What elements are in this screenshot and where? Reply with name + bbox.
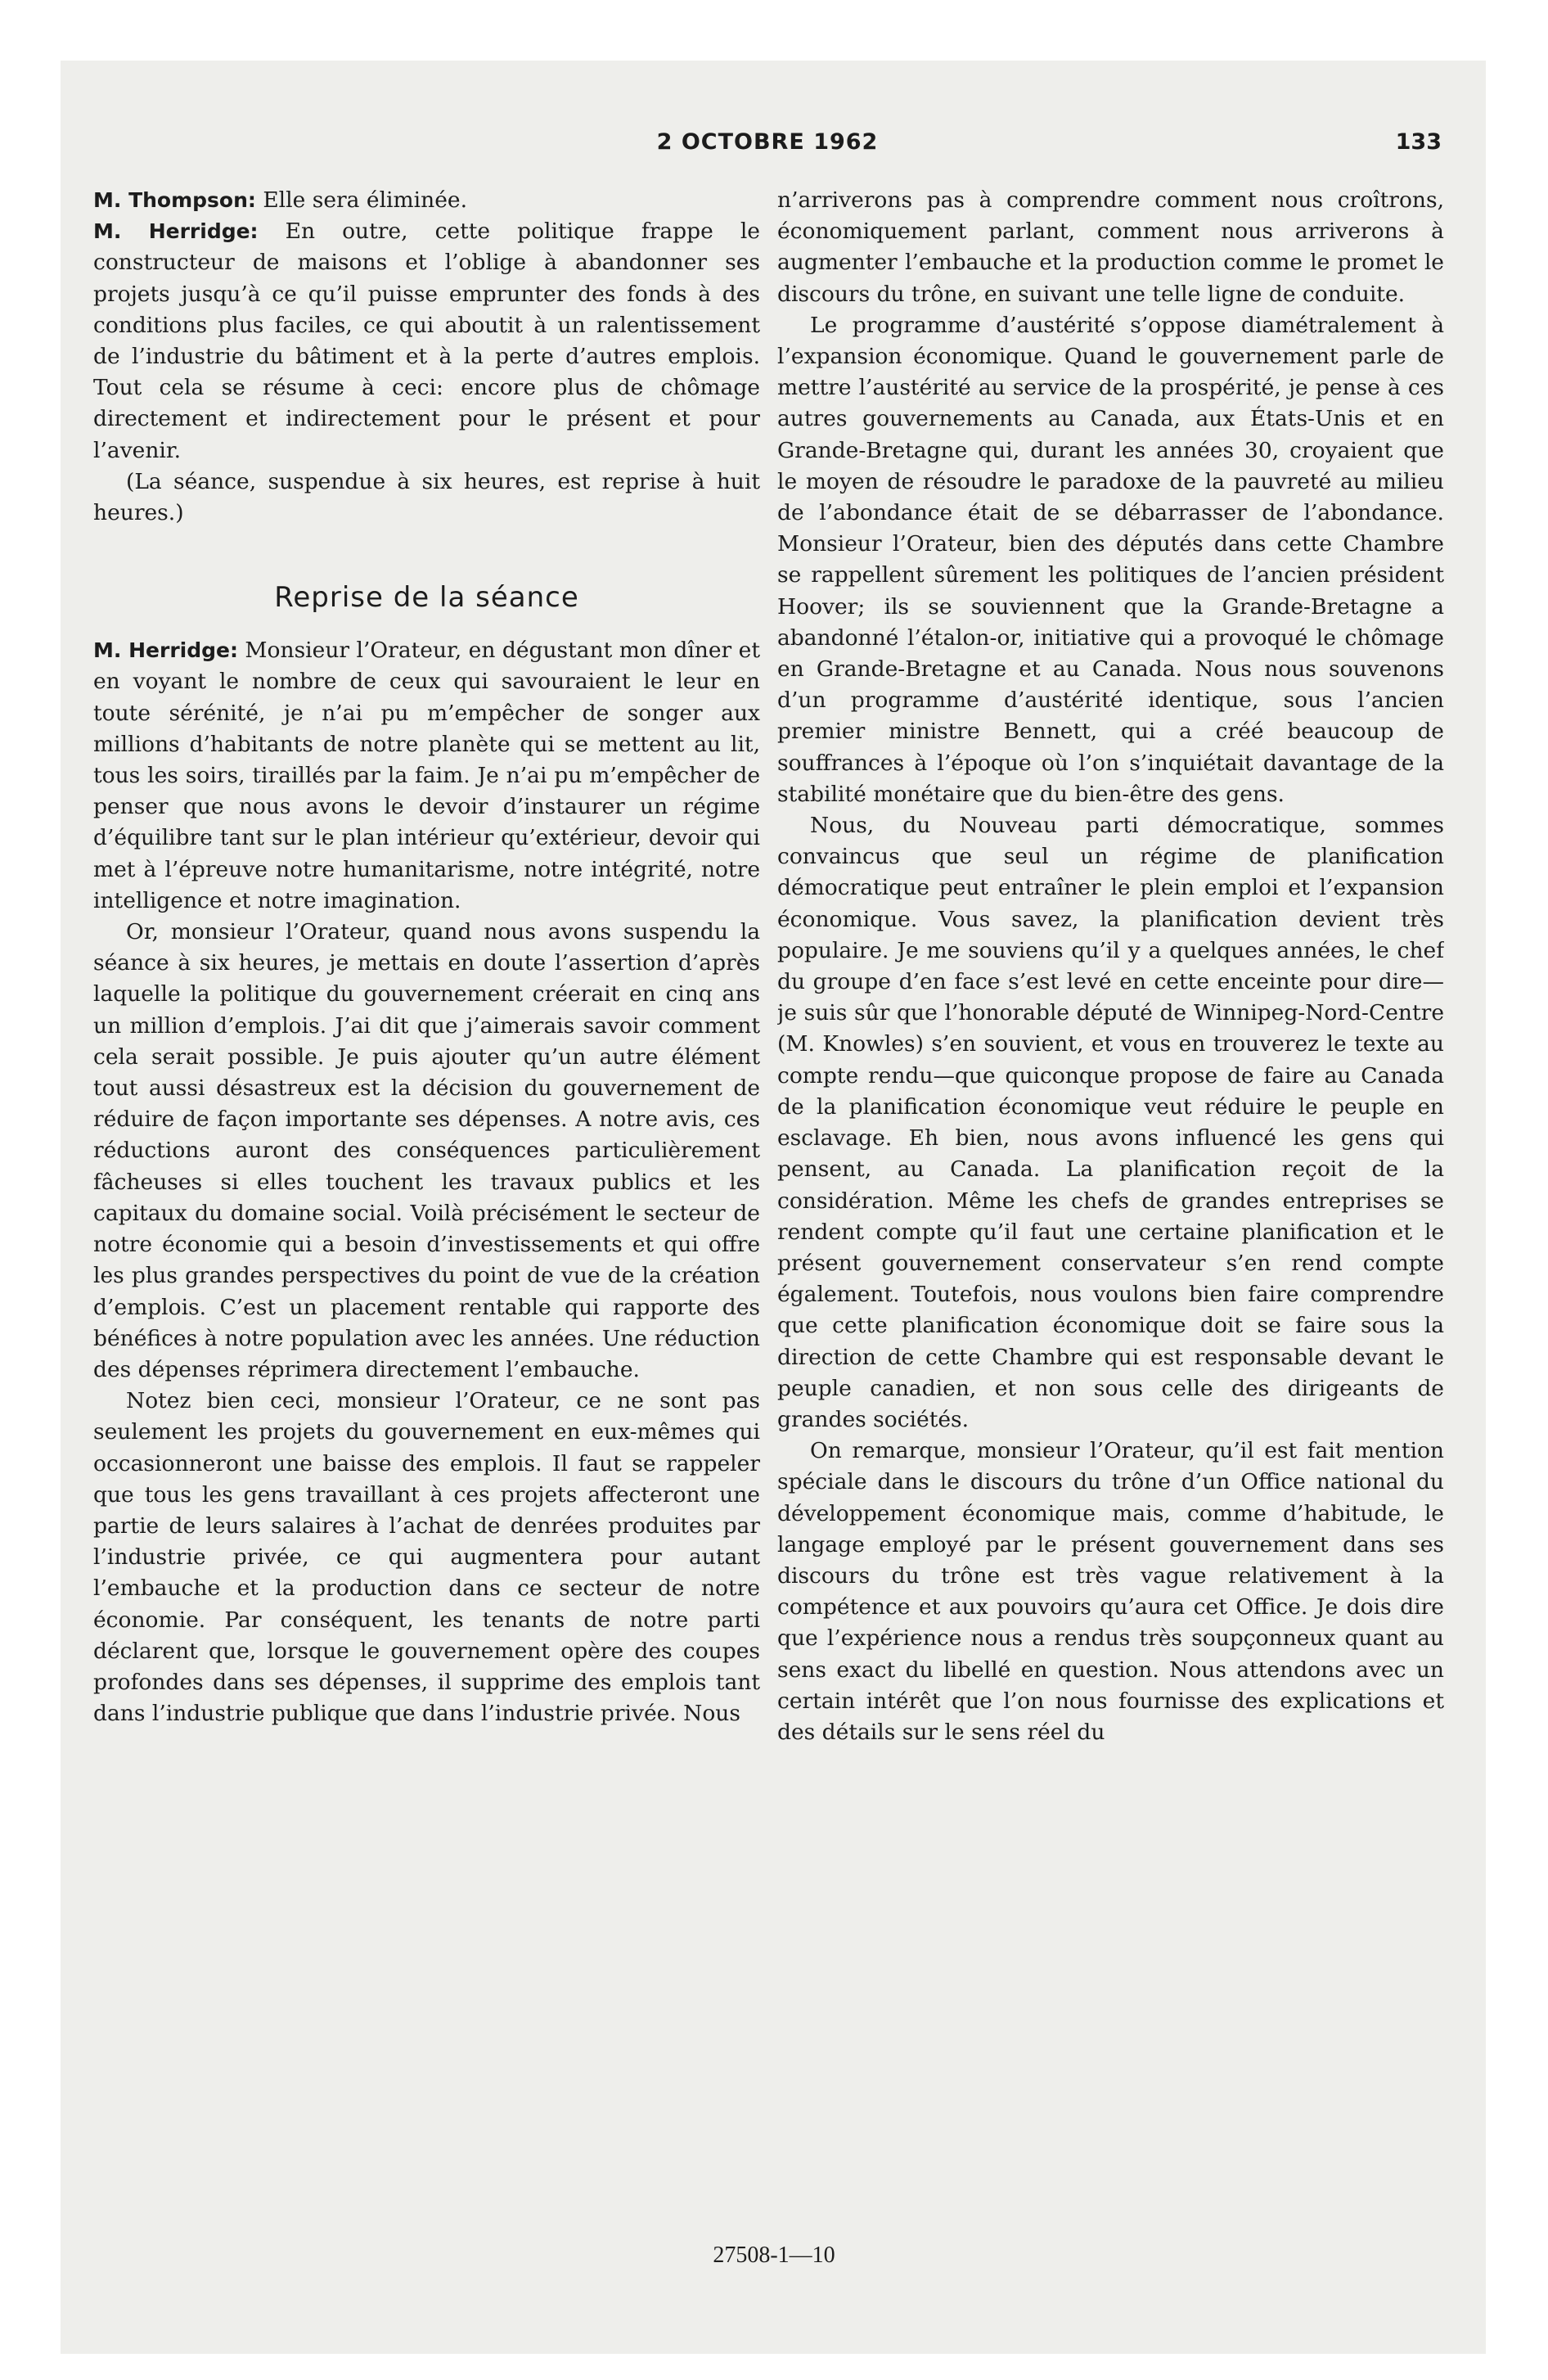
paragraph bbox=[93, 216, 760, 467]
paragraph: n’arriverons pas à comprendre comment nous croîtrons, économiquement parlant, comment nous arriverons à augmenter l’embauche et la production comme le promet le discours du trône, en suivant une telle ligne de conduite. bbox=[777, 187, 1444, 307]
page-date-title: 2 OCTOBRE 1962 bbox=[656, 129, 879, 155]
speaker-name: M. Herridge: bbox=[93, 219, 259, 244]
paragraph-text: Monsieur l’Orateur, en dégustant mon dîner et en voyant le nombre de ceux qui savouraient le leur en toute sérénité, je n’ai pu m’empêcher de songer aux millions d’habitants de notre planète qui se mettent au lit, tous les soirs, tiraillés par la faim. Je n’ai pu m’empêcher de penser que nous avons le devoir d’instaurer un régime d’équilibre tant sur le plan intérieur qu’extérieur, devoir qui met à l’épreuve notre humanitarisme, notre intégrité, notre intelligence et notre imagination. bbox=[93, 638, 760, 913]
paragraph bbox=[93, 635, 760, 917]
speaker-name: M. Thompson: bbox=[93, 188, 256, 212]
footer-reference: 27508-1—10 bbox=[713, 2243, 835, 2268]
paragraph: Nous, du Nouveau parti démocratique, sommes convaincus que seul un régime de planification démocratique peut entraîner le plein emploi et l’expansion économique. Vous savez, la planification devient très populaire. Je me souviens qu’il y a quelques années, le chef du groupe d’en face s’est levé en cette enceinte pour dire—je suis sûr que l’honorable député de Winnipeg-Nord-Centre (M. Knowles) s’en souvient, et vous en trouverez le texte au compte rendu—que quiconque propose de faire au Canada de la planification économique veut réduire le peuple en esclavage. Eh bien, nous avons influencé les gens qui pensent, au Canada. La planification reçoit de la considération. Même les chefs de grandes entreprises se rendent compte qu’il faut une certaine planification et le présent gouvernement conservateur s’en rend compte également. Toutefois, nous voulons bien faire comprendre que cette planification économique doit se faire sous la direction de cette Chambre qui est responsable devant le peuple canadien, et non sous celle des dirigeants de grandes sociétés. bbox=[777, 813, 1444, 1432]
paragraph: (La séance, suspendue à six heures, est reprise à huit heures.) bbox=[93, 468, 760, 526]
page-header bbox=[93, 129, 1442, 162]
paragraph: On remarque, monsieur l’Orateur, qu’il est fait mention spéciale dans le discours du trône d’un Office national du développement économique mais, comme d’habitude, le langage employé par le présent gouvernement dans ses discours du trône est très vague relativement à la compétence et aux pouvoirs qu’aura cet Office. Je dois dire que l’expérience nous a rendus très soupçonneux quant au sens exact du libellé en question. Nous attendons avec un certain intérêt que l’on nous fournisse des explications et des détails sur le sens réel du bbox=[777, 1438, 1444, 1745]
speaker-name: M. Herridge: bbox=[93, 638, 238, 663]
paragraph: Notez bien ceci, monsieur l’Orateur, ce ne sont pas seulement les projets du gouvernement en eux-mêmes qui occasionneront une baisse des emplois. Il faut se rappeler que tous les gens travaillant à ces projets affecteront une partie de leurs salaires à l’achat de denrées produites par l’industrie privée, ce qui augmentera pour autant l’embauche et la production dans ce secteur de notre économie. Par conséquent, les tenants de notre parti déclarent que, lorsque le gouvernement opère des coupes profondes dans ses dépenses, il supprime des emplois tant dans l’industrie publique que dans l’industrie privée. Nous bbox=[93, 1388, 760, 1727]
page-number: 133 bbox=[1395, 129, 1442, 155]
paragraph-text: En outre, cette politique frappe le constructeur de maisons et l’oblige à abandonner ses projets jusqu’à ce qu’il puisse emprunter des fonds à des conditions plus faciles, ce qui aboutit à un ralentissement de l’industrie du bâtiment et à la perte d’autres emplois. Tout cela se résume à ceci: encore plus de chômage directement et indirectement pour le présent et pour l’avenir. bbox=[93, 219, 760, 463]
section-heading: Reprise de la séance bbox=[274, 581, 579, 615]
left-column bbox=[93, 185, 760, 2166]
paragraph: Or, monsieur l’Orateur, quand nous avons suspendu la séance à six heures, je mettais en doute l’assertion d’après laquelle la politique du gouvernement créerait en cinq ans un million d’emplois. J’ai dit que j’aimerais savoir comment cela serait possible. Je puis ajouter qu’un autre élément tout aussi désastreux est la décision du gouvernement de réduire de façon importante ses dépenses. A notre avis, ces réductions auront des conséquences particulièrement fâcheuses si elles touchent les travaux publics et les capitaux du domaine social. Voilà précisément le secteur de notre économie qui a besoin d’investissements et qui offre les plus grandes perspectives du point de vue de la création d’emplois. C’est un placement rentable qui rapporte des bénéfices à notre population avec les années. Une réduction des dépenses réprimera directement l’embauche. bbox=[93, 919, 760, 1382]
paragraph bbox=[93, 185, 760, 216]
paragraph-text: Elle sera éliminée. bbox=[255, 187, 467, 213]
right-column bbox=[777, 185, 1444, 2166]
paragraph: Le programme d’austérité s’oppose diamétralement à l’expansion économique. Quand le gouvernement parle de mettre l’austérité au service de la prospérité, je pense à ces autres gouvernements au Canada, aux États-Unis et en Grande-Bretagne qui, durant les années 30, croyaient que le moyen de résoudre le paradoxe de la pauvreté au milieu de l’abondance était de se débarrasser de l’abondance. Monsieur l’Orateur, bien des députés dans cette Chambre se rappellent sûrement les politiques de l’ancien président Hoover; ils se souviennent que la Grande-Bretagne a abandonné l’étalon-or, initiative qui a provoqué le chômage en Grande-Bretagne et au Canada. Nous nous souvenons d’un programme d’austérité identique, sous l’ancien premier ministre Bennett, qui a créé beaucoup de souffrances à l’époque où l’on s’inquiétait davantage de la stabilité monétaire que du bien-être des gens. bbox=[777, 312, 1444, 807]
